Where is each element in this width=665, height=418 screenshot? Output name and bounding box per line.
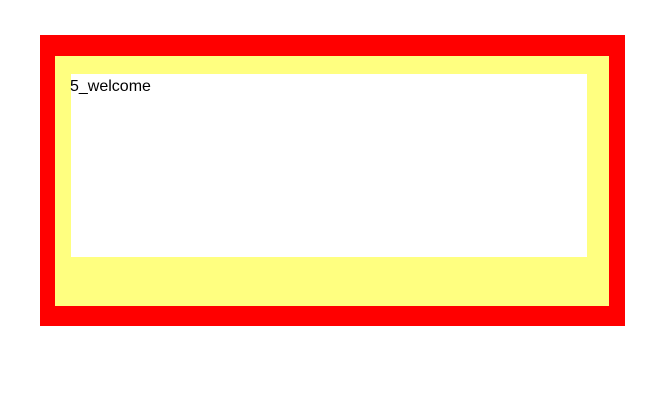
content-box [71,74,587,257]
welcome-text: 5_welcome [70,78,151,95]
